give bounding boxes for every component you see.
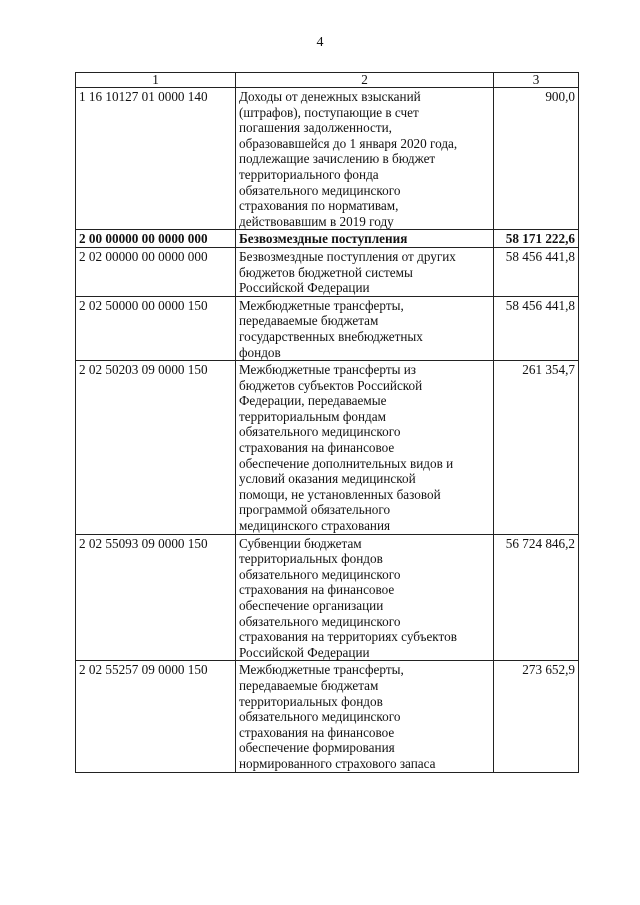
revenue-name-line: территориальных фондов [239, 551, 383, 567]
amount-cell: 58 456 441,8 [494, 247, 579, 296]
revenue-name-line: страхования на финансовое [239, 582, 395, 598]
revenue-name-line: обязательного медицинского [239, 613, 401, 629]
table-body [76, 88, 579, 773]
revenue-name-line: Субвенции бюджетам [239, 535, 362, 551]
revenue-name-line: медицинского страхования [239, 518, 391, 534]
revenue-name-line: условий оказания медицинской [239, 471, 416, 487]
revenue-name-line: Безвозмездные поступления от других [239, 248, 456, 264]
revenue-name-line: территориальным фондам [239, 408, 386, 424]
revenue-name-line: обеспечение формирования [239, 740, 395, 756]
revenue-name-line: погашения задолженности, [239, 120, 392, 136]
revenue-name-line: обеспечение организации [239, 598, 384, 613]
revenue-name-line: страхования на территориях субъектов [239, 629, 457, 645]
revenue-name-cell [236, 661, 494, 772]
revenue-name-line: Доходы от денежных взысканий [239, 89, 421, 104]
table-row [76, 661, 579, 772]
revenue-name-cell [236, 534, 494, 661]
column-header-2: 2 [236, 73, 494, 88]
budget-code-cell: 1 16 10127 01 0000 140 [76, 88, 236, 230]
revenue-name-line: бюджетов субъектов Российской [239, 377, 423, 393]
budget-code-cell: 2 00 00000 00 0000 000 [76, 230, 236, 248]
revenue-name-line: программой обязательного [239, 502, 391, 518]
column-header-3: 3 [494, 73, 579, 88]
amount-cell: 900,0 [494, 88, 579, 230]
revenue-name-line: Российской Федерации [239, 280, 370, 296]
revenue-name-cell [236, 88, 494, 230]
revenue-name-line: страхования на финансовое [239, 440, 395, 456]
revenue-name-line: обязательного медицинского [239, 182, 401, 198]
revenue-table [75, 72, 579, 773]
revenue-name-line: территориальных фондов [239, 693, 383, 709]
table-row [76, 296, 579, 360]
revenue-name-line: подлежащие зачислению в бюджет [239, 151, 436, 167]
revenue-name-line: помощи, не установленных базовой [239, 486, 441, 502]
revenue-name-line: действовавшим в 2019 году [239, 213, 394, 229]
revenue-name-line: обязательного медицинского [239, 709, 401, 725]
revenue-name-line: страхования по нормативам, [239, 198, 399, 214]
revenue-name-line: Межбюджетные трансферты из [239, 362, 417, 378]
revenue-name-line: Российской Федерации [239, 644, 370, 660]
revenue-name-line: нормированного страхового запаса [239, 755, 436, 771]
table-header-row [76, 73, 579, 88]
revenue-name-cell [236, 247, 494, 296]
revenue-name-line: обязательного медицинского [239, 424, 401, 440]
revenue-name-line: (штрафов), поступающие в счет [239, 104, 419, 120]
revenue-name-line: территориального фонда [239, 166, 379, 182]
revenue-name-cell [236, 230, 494, 248]
revenue-name-line: государственных внебюджетных [239, 328, 423, 344]
table-row [76, 230, 579, 248]
page-number: 4 [316, 35, 324, 50]
amount-cell: 58 456 441,8 [494, 296, 579, 360]
amount-cell: 273 652,9 [494, 661, 579, 772]
revenue-name-cell [236, 361, 494, 535]
revenue-name-line: обеспечение дополнительных видов и [239, 455, 454, 471]
amount-cell: 261 354,7 [494, 361, 579, 535]
revenue-name-line: Межбюджетные трансферты, [239, 297, 404, 313]
budget-code-cell: 2 02 50000 00 0000 150 [76, 296, 236, 360]
revenue-name-line: обязательного медицинского [239, 566, 401, 582]
revenue-name-line: бюджетов бюджетной системы [239, 264, 413, 280]
budget-code-cell: 2 02 00000 00 0000 000 [76, 247, 236, 296]
revenue-name-line: страхования на финансовое [239, 724, 395, 740]
budget-code-cell: 2 02 55093 09 0000 150 [76, 534, 236, 661]
revenue-name-line: передаваемые бюджетам [239, 313, 379, 329]
amount-cell: 58 171 222,6 [494, 230, 579, 248]
revenue-name-line: передаваемые бюджетам [239, 677, 379, 693]
revenue-name-line: Межбюджетные трансферты, [239, 662, 404, 678]
budget-code-cell: 2 02 50203 09 0000 150 [76, 361, 236, 535]
table-row [76, 247, 579, 296]
column-header-1: 1 [76, 73, 236, 88]
table-row [76, 88, 579, 230]
revenue-name-cell [236, 296, 494, 360]
table-row [76, 361, 579, 535]
revenue-name-line: Безвозмездные поступления [239, 231, 408, 247]
revenue-name-line: Федерации, передаваемые [239, 393, 387, 409]
amount-cell: 56 724 846,2 [494, 534, 579, 661]
revenue-name-line: фондов [239, 344, 281, 360]
revenue-name-line: образовавшейся до 1 января 2020 года, [239, 135, 458, 151]
budget-code-cell: 2 02 55257 09 0000 150 [76, 661, 236, 772]
table-row [76, 534, 579, 661]
